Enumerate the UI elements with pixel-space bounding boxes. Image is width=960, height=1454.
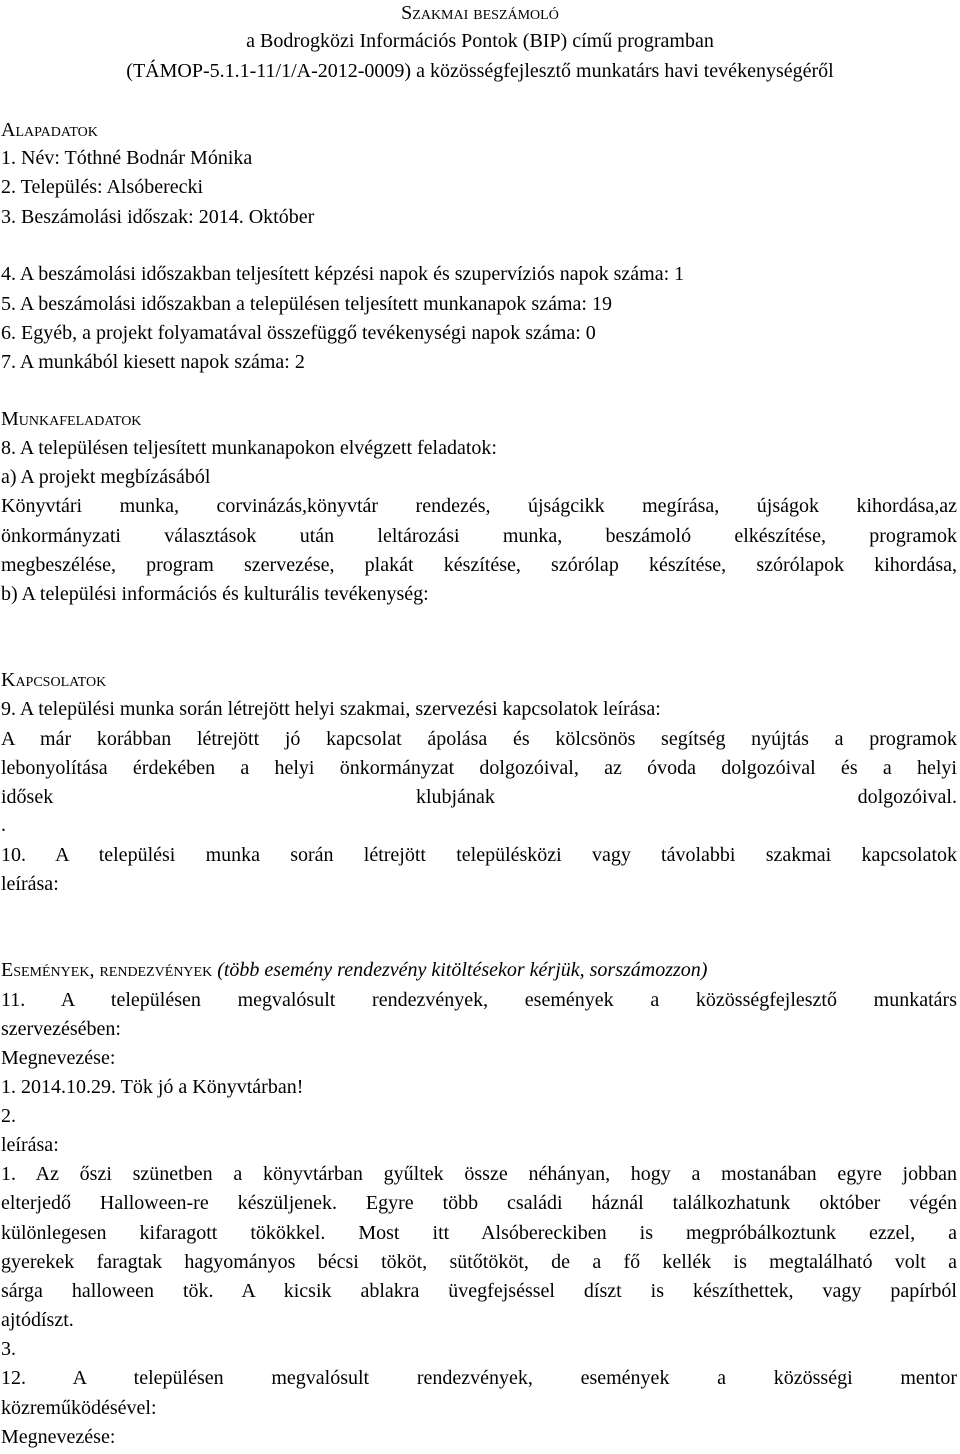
text-9-line-2: lebonyolítása érdekében a helyi önkormányzat dolgozóival, az óvoda dolgozóival és a helyi — [1, 757, 957, 779]
program-line: a Bodrogközi Információs Pontok (BIP) című programban — [246, 30, 714, 52]
text-a-line-3: megbeszélése, program szervezése, plakát készítése, szórólap készítése, szórólapok kihordása, — [1, 554, 957, 576]
leirasa-label: leírása: — [1, 1134, 59, 1156]
settlement-field: 2. Település: Alsóberecki — [1, 176, 204, 198]
event-1: 1. 2014.10.29. Tök jó a Könyvtárban! — [1, 1076, 304, 1098]
megnevezese-label-1: Megnevezése: — [1, 1047, 116, 1069]
desc-line-1: 1. Az őszi szünetben a könyvtárban gyűltek össze néhányan, hogy a mostanában egyre jobban — [1, 1163, 957, 1185]
item-12-line-2: közreműködésével: — [1, 1397, 157, 1419]
munkafeladatok-heading: Munkafeladatok — [1, 408, 142, 430]
text-9-line-1: A már korábban létrejött jó kapcsolat ápolása és kölcsönös segítség nyújtás a programok — [1, 728, 957, 750]
item-11-line-1: 11. A településen megvalósult rendezvények, események a közösségfejlesztő munkatárs — [1, 989, 957, 1011]
item-7: 7. A munkából kiesett napok száma: 2 — [1, 351, 305, 373]
item-4: 4. A beszámolási időszakban teljesített képzési napok és szupervíziós napok száma: 1 — [1, 263, 685, 285]
esemenyek-heading: Események, rendezvények — [1, 959, 213, 981]
kapcsolatok-heading: Kapcsolatok — [1, 669, 107, 691]
esemenyek-heading-line — [1, 958, 957, 982]
desc-line-2: elterjedő Halloween-re készüljenek. Egyre több családi háznál találkozhatunk október végén — [1, 1192, 957, 1214]
project-line: (TÁMOP-5.1.1-11/1/A-2012-0009) a közösségfejlesztő munkatárs havi tevékenységéről — [126, 60, 834, 82]
desc-line-6: ajtódíszt. — [1, 1309, 74, 1331]
esemenyek-heading-note: (több esemény rendezvény kitöltésekor kérjük, sorszámozzon) — [217, 959, 708, 981]
item-6: 6. Egyéb, a projekt folyamatával összefüggő tevékenységi napok száma: 0 — [1, 322, 596, 344]
event-3: 3. — [1, 1338, 16, 1360]
desc-line-4: gyerekek faragtak hagyományos bécsi tököt, sütőtököt, de a fő kellék is megtalálható volt a — [1, 1251, 957, 1273]
period-field: 3. Beszámolási időszak: 2014. Október — [1, 206, 315, 228]
text-a-line-2: önkormányzati választások után leltározási munka, beszámoló elkészítése, programok — [1, 525, 957, 547]
dot-line: . — [1, 814, 6, 836]
item-12-line-1: 12. A településen megvalósult rendezvények, események a közösségi mentor — [1, 1367, 957, 1389]
item-11-line-2: szervezésében: — [1, 1018, 121, 1040]
text-9-line-3: idősek klubjának dolgozóival. — [1, 786, 957, 808]
item-9: 9. A települési munka során létrejött helyi szakmai, szervezési kapcsolatok leírása: — [1, 698, 661, 720]
text-a-line-1: Könyvtári munka, corvinázás,könyvtár rendezés, újságcikk megírása, újságok kihordása,az — [1, 495, 957, 517]
alapadatok-heading: Alapadatok — [1, 119, 98, 141]
desc-line-3: különlegesen kifaragott tökökkel. Most itt Alsóbereckiben is megpróbálkoztunk ezzel, a — [1, 1222, 957, 1244]
item-10-line-2: leírása: — [1, 873, 59, 895]
event-2: 2. — [1, 1105, 16, 1127]
sub-b: b) A települési információs és kulturális tevékenység: — [1, 583, 429, 605]
item-10-line-1: 10. A települési munka során létrejött településközi vagy távolabbi szakmai kapcsolatok — [1, 844, 957, 866]
name-field: 1. Név: Tóthné Bodnár Mónika — [1, 147, 253, 169]
desc-line-5: sárga halloween tök. A kicsik ablakra üvegfejséssel díszt is készíthettek, vagy papírból — [1, 1280, 957, 1302]
item-5: 5. A beszámolási időszakban a településen teljesített munkanapok száma: 19 — [1, 293, 612, 315]
report-title: Szakmai beszámoló — [401, 2, 559, 24]
megnevezese-label-2: Megnevezése: — [1, 1426, 116, 1448]
sub-a: a) A projekt megbízásából — [1, 466, 211, 488]
item-8: 8. A településen teljesített munkanapokon elvégzett feladatok: — [1, 437, 497, 459]
